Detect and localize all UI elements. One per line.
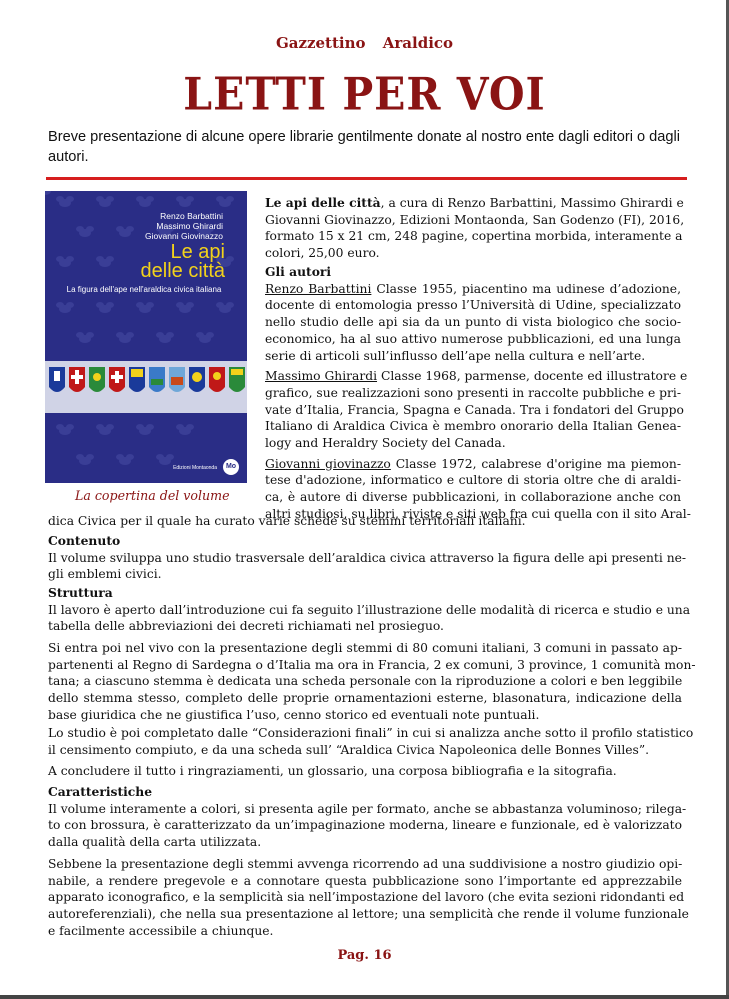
struttura-heading: Struttura xyxy=(48,585,113,600)
header-left: Gazzettino xyxy=(275,34,366,52)
book-cover xyxy=(45,191,247,483)
intro-text: Breve presentazione di alcune opere librarie gentilmente donate al nostro ente dagli editori o dagli autori. xyxy=(48,129,680,165)
cover-publisher: Edizioni Montaonda xyxy=(173,465,217,471)
caratteristiche-heading: Caratteristiche xyxy=(48,784,153,799)
shields-strip xyxy=(45,361,247,413)
authors-section: Gli autori Renzo Barbattini Classe 1955, piacentino ma udinese d’adozione, docente di entomologia presso l’Università di Udine, specializzato nello studio delle api sia da un punto di vista biologico che socio- economico, ha al suo attivo numerose pubblicazioni, ed una lunga serie di articoli sull’influsso dell’ape nella cultura e nell’arte. Massimo Ghirardi Classe 1968, parmense, docente ed illustratore e grafico, sue realizzazioni sono presenti in raccolte pubbliche e pri- vate d’Italia, Francia, Spagna e Canada. Tra i fondatori del Gruppo Italiano di Araldica Civica è membro onorario della Italian Genea- logy and Heraldry Society del Canada. Giovanni giovinazzo Classe 1972, calabrese d'origine ma piemon- tese d'adozione, informatico e cultore di storia oltre che di araldi- ca, è autore di diverse pubblicazioni, in collaborazione anche con altri studiosi, su libri, riviste e siti web fra cui quella con il sito Aral- xyxy=(265,264,691,521)
authors-last-line: dica Civica per il quale ha curato varie schede su stemmi territoriali italiani. xyxy=(48,514,526,528)
cover-title: Le api delle città xyxy=(140,241,225,282)
publisher-logo: Mo xyxy=(223,459,239,475)
section-struttura: Struttura Il lavoro è aperto dall’introduzione cui fa seguito l’illustrazione delle modalità di ricerca e studio e una tabella delle abbreviazioni dei decreti richiamati nel prosieguo. xyxy=(48,585,691,634)
book-title: Le api delle città xyxy=(265,195,381,210)
book-details: Le api delle città, a cura di Renzo Barbattini, Massimo Ghirardi e Giovanni Giovinazzo, Edizioni Montaonda, San Godenzo (FI), 2016, formato 15 x 21 cm, 248 pagine, copertina morbida, interamente a colori, 25,00 euro. xyxy=(265,195,685,261)
page-edge-bottom xyxy=(0,995,729,999)
section-contenuto: Contenuto Il volume sviluppa uno studio trasversale dell’araldica civica attraverso la figura delle api presenti ne- gli emblemi civici. xyxy=(48,533,687,582)
caratteristiche-paragraph-2: Sebbene la presentazione degli stemmi avvenga ricorrendo ad una suddivisione a nostro giudizio opi- nabile, a rendere pregevole e a connotare questa pubblicazione sono l’importante ed apprezzabile apparato iconografico, e la semplicità sia nell’impostazione del lavoro (che evita sezioni ridondanti ed autoreferenziali), che nella sua presentazione al lettore; una semplicità che rende il volume funzionale e facilmente accessibile a chiunque. xyxy=(48,857,689,938)
author-name-3: Giovanni giovinazzo xyxy=(265,456,391,471)
struttura-paragraph-4: A concludere il tutto i ringraziamenti, un glossario, una corposa bibliografia e la sitografia. xyxy=(48,764,617,778)
header-right: Araldico xyxy=(382,34,454,52)
cover-coats-of-arms xyxy=(45,361,247,413)
cover-authors: Renzo Barbattini Massimo Ghirardi Giovanni Giovinazzo xyxy=(145,211,223,241)
section-caratteristiche: Caratteristiche Il volume interamente a colori, si presenta agile per formato, anche se abbastanza voluminoso; rilega- to con brossura, è caratterizzato da un’impaginazione moderna, lineare e funzionale, ed è valorizzato dalla qualità della carta utilizzata. xyxy=(48,784,687,850)
cover-caption: La copertina del volume xyxy=(75,488,230,503)
author-name-2: Massimo Ghirardi xyxy=(265,369,378,384)
cover-subtitle: La figura dell'ape nell'araldica civica italiana xyxy=(66,285,222,294)
page-title: LETTI PER VOI xyxy=(183,67,546,121)
contenuto-heading: Contenuto xyxy=(48,533,121,548)
struttura-paragraph-3: Lo studio è poi completato dalle “Considerazioni finali” in cui si analizza anche sotto il profilo statistico il censimento compiuto, e da una scheda sull’ “Araldica Civica Napoleonica delle Bonnes Villes”. xyxy=(48,726,694,757)
page-number: Pag. 16 xyxy=(337,948,392,963)
running-header xyxy=(0,34,729,52)
authors-heading: Gli autori xyxy=(265,264,332,279)
red-divider xyxy=(46,177,687,180)
struttura-paragraph-2: Si entra poi nel vivo con la presentazione degli stemmi di 80 comuni italiani, 3 comuni in passato ap- partenenti al Regno di Sardegna o d’Italia ma ora in Francia, 2 ex comuni, 3 province, 1 comunità mon- tana; a ciascuno stemma è dedicata una scheda personale con la riproduzione a colori e ben leggibile dello stemma stesso, completo delle proprie ornamentazioni esterne, blasonatura, indicazione della base giuridica che ne giustifica l’uso, cenno storico ed eventuali note puntuali. xyxy=(48,641,696,722)
author-name-1: Renzo Barbattini xyxy=(265,281,372,296)
